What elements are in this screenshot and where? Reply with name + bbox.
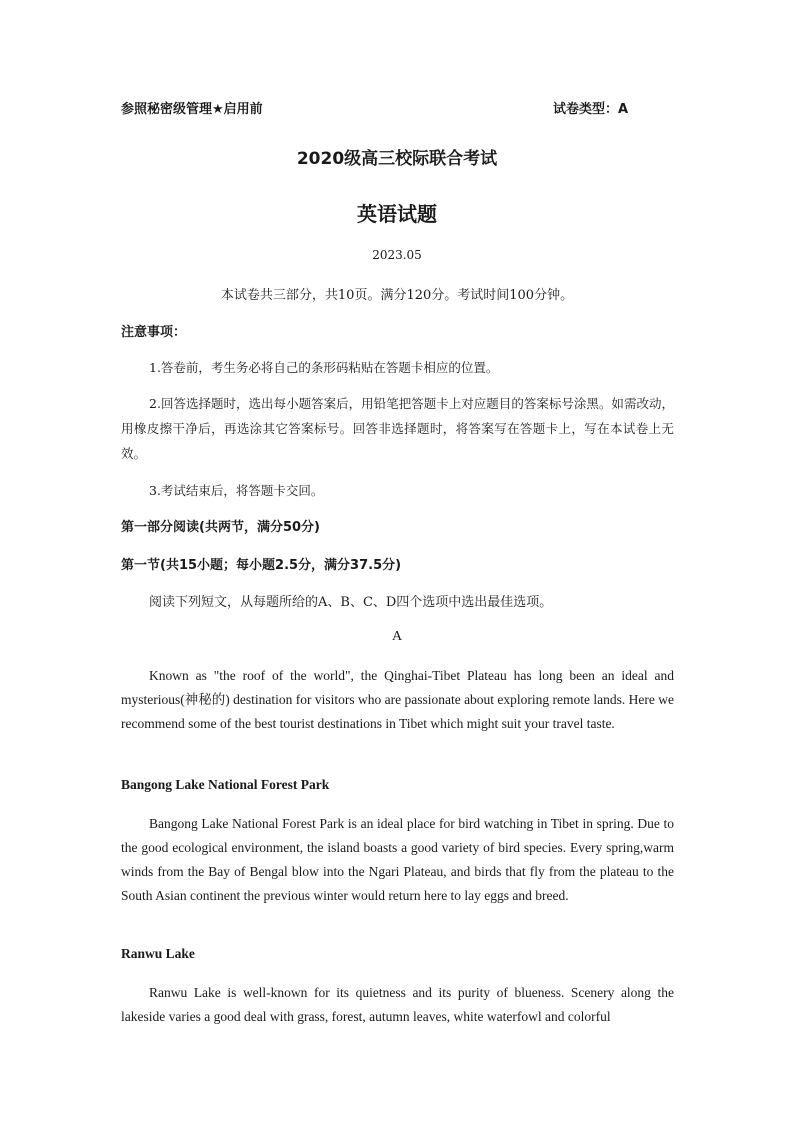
exam-intro: 本试卷共三部分，共10页。满分120分。考试时间100分钟。 — [220, 288, 574, 303]
notice-item — [121, 355, 674, 380]
notice-item — [121, 391, 674, 466]
destination-text: Bangong Lake National Forest Park is an ideal place for bird watching in Tibet in spring. Due to the good ecological environment, the island boasts a good variety of bird species. Every spring,warm winds from the Bay of Bengal blow into the Ngari Plateau, and birds that fly from the plateau to the South Asian continent the previous winter would return here to lay eggs and breed. — [121, 816, 674, 903]
passage-intro-text: Known as "the roof of the world", the Qinghai-Tibet Plateau has long been an ideal and mysterious(神秘的) destination for visitors who are passionate about exploring remote lands. Here we recommend some of the best tourist destinations in Tibet which might suit your travel taste. — [121, 668, 674, 731]
destination-heading: Ranwu Lake — [121, 946, 195, 961]
destination-text: Ranwu Lake is well-known for its quietness and its purity of blueness. Scenery along the lakeside varies a good deal with grass, forest, autumn leaves, white waterfowl and colorful — [121, 985, 674, 1024]
passage-intro — [121, 664, 674, 736]
paper-type-label: 试卷类型：A — [553, 102, 629, 117]
reading-instruction: 阅读下列短文，从每题所给的A、B、C、D四个选项中选出最佳选项。 — [149, 595, 553, 610]
section-title: 第一部分阅读(共两节，满分50分) — [121, 520, 320, 535]
exam-date: 2023.05 — [372, 248, 422, 262]
destination-heading: Bangong Lake National Forest Park — [121, 777, 330, 792]
notice-item-text: 1.答卷前，考生务必将自己的条形码粘贴在答题卡相应的位置。 — [149, 360, 499, 375]
notice-item — [121, 478, 674, 503]
subsection-title: 第一节(共15小题；每小题2.5分，满分37.5分) — [121, 558, 402, 573]
notice-heading: 注意事项： — [121, 325, 187, 340]
destination-paragraph — [121, 812, 674, 908]
notice-item-text: 3.考试结束后，将答题卡交回。 — [149, 483, 324, 498]
exam-title: 2020级高三校际联合考试 — [296, 149, 498, 169]
notice-item-text: 2.回答选择题时，选出每小题答案后，用铅笔把答题卡上对应题目的答案标号涂黑。如需改动，用橡皮擦干净后，再选涂其它答案标号。回答非选择题时，将答案写在答题卡上，写在本试卷上无效。 — [121, 396, 674, 461]
subject-title: 英语试题 — [357, 202, 437, 226]
confidentiality-label: 参照秘密级管理★启用前 — [121, 102, 263, 117]
passage-label: A — [391, 629, 403, 644]
destination-paragraph — [121, 981, 674, 1029]
